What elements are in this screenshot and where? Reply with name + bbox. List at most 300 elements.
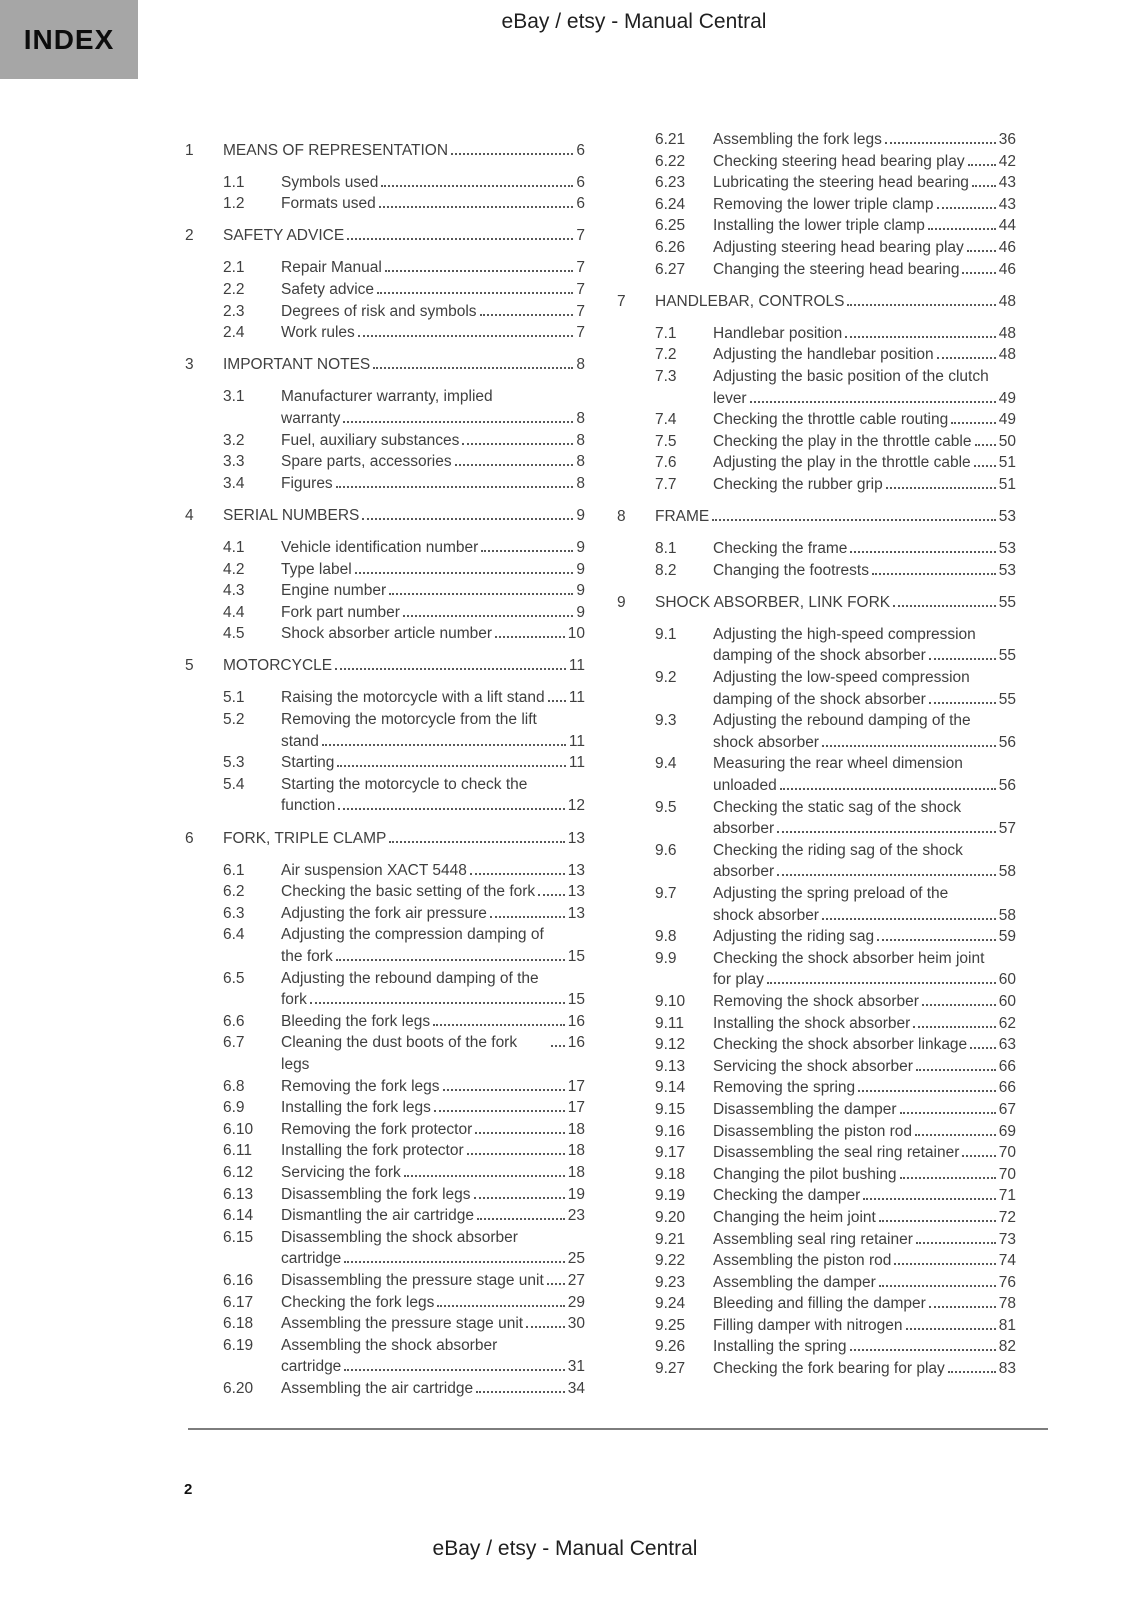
toc-entry-body (281, 1205, 585, 1227)
page-footer-title: eBay / etsy - Manual Central (432, 1537, 698, 1560)
toc-entry-page: 43 (998, 195, 1016, 213)
dot-leader (929, 658, 996, 660)
toc-entry-number: 2.3 (223, 302, 245, 320)
toc-entry-title: Disassembling the fork legs (281, 1185, 471, 1203)
toc-entry-number: 9.8 (655, 928, 677, 946)
toc-entry-body (281, 301, 585, 323)
toc-entry-body (713, 1142, 1016, 1164)
toc-entry-number: 6.15 (223, 1228, 254, 1246)
toc-entry-page: 31 (567, 1358, 585, 1376)
toc-entry-title: IMPORTANT NOTES (223, 356, 371, 374)
toc-entry-page: 53 (998, 540, 1016, 558)
toc-entry-number: 6.18 (223, 1315, 254, 1333)
toc-entry-page: 55 (998, 593, 1016, 611)
toc-entry-title: Assembling the damper (713, 1273, 876, 1291)
toc-entry-page: 72 (998, 1208, 1016, 1226)
toc-entry-number: 7.3 (655, 367, 677, 385)
toc-entry-page: 66 (998, 1079, 1016, 1097)
toc-sub-entry (185, 451, 585, 473)
toc-sub-entry (617, 991, 1016, 1013)
toc-entry-number: 9.14 (655, 1079, 686, 1097)
toc-entry-title: Adjusting the rebound damping of the (713, 712, 971, 730)
toc-entry-body (281, 1184, 585, 1206)
toc-entry-title: Removing the motorcycle from the lift (281, 711, 537, 729)
toc-sub-entry (185, 709, 585, 752)
dot-leader (343, 421, 573, 423)
toc-sub-entry (185, 1076, 585, 1098)
dot-leader (381, 185, 573, 187)
toc-sub-entry (185, 279, 585, 301)
toc-entry-title: Checking the fork legs (281, 1293, 435, 1311)
toc-entry-number: 9.4 (655, 755, 677, 773)
toc-entry-title: for play (713, 971, 764, 989)
toc-entry-body (713, 1336, 1016, 1358)
toc-entry-body (713, 991, 1016, 1013)
toc-entry-number: 7.6 (655, 454, 677, 472)
toc-sub-entry (185, 774, 585, 817)
toc-entry-page: 27 (567, 1271, 585, 1289)
dot-leader (336, 959, 565, 961)
toc-entry-body (281, 1378, 585, 1400)
toc-sub-entry (617, 1293, 1016, 1315)
toc-sub-entry (617, 1034, 1016, 1056)
toc-sub-entry (185, 537, 585, 559)
toc-entry-body (713, 129, 1016, 151)
toc-sub-entry (185, 430, 585, 452)
dot-leader (475, 1132, 564, 1134)
toc-entry-title: Removing the lower triple clamp (713, 195, 934, 213)
toc-entry-title: Adjusting the low-speed compression (713, 669, 970, 687)
toc-entry-body (281, 386, 585, 429)
toc-chapter-entry (185, 505, 585, 527)
toc-sub-entry (185, 1227, 585, 1270)
toc-sub-entry (617, 194, 1016, 216)
toc-entry-body (713, 344, 1016, 366)
toc-entry-body (223, 505, 585, 527)
toc-entry-page: 11 (568, 754, 585, 772)
dot-leader (389, 593, 573, 595)
dot-leader (477, 1218, 565, 1220)
toc-entry-title: Assembling the fork legs (713, 131, 882, 148)
toc-entry-page: 8 (576, 409, 585, 427)
toc-entry-title: Installing the spring (713, 1338, 847, 1356)
dot-leader (922, 1004, 996, 1006)
toc-entry-body (281, 1270, 585, 1292)
dot-leader (362, 518, 573, 520)
toc-entry-number: 4.4 (223, 603, 245, 621)
toc-chapter-entry (185, 354, 585, 376)
toc-sub-entry (185, 1032, 585, 1075)
toc-entry-body (713, 1272, 1016, 1294)
toc-sub-entry (617, 344, 1016, 366)
dot-leader (434, 1110, 565, 1112)
toc-entry-number: 7.1 (655, 324, 677, 342)
toc-entry-title: Measuring the rear wheel dimension (713, 755, 963, 773)
dot-leader (877, 939, 996, 941)
toc-sub-entry (185, 752, 585, 774)
toc-entry-body (655, 291, 1016, 313)
toc-sub-entry (617, 883, 1016, 926)
toc-sub-entry (185, 924, 585, 967)
toc-entry-title: Raising the motorcycle with a lift stand (281, 689, 545, 707)
toc-entry-title: Installing the fork protector (281, 1142, 464, 1160)
toc-entry-title: Safety advice (281, 280, 375, 298)
toc-entry-body (713, 366, 1016, 409)
toc-entry-title: Repair Manual (281, 259, 382, 277)
toc-sub-entry (617, 129, 1016, 151)
toc-entry-title: fork (281, 991, 307, 1009)
toc-entry-body (713, 409, 1016, 431)
toc-entry-title: Installing the shock absorber (713, 1014, 911, 1032)
toc-sub-entry (617, 1272, 1016, 1294)
toc-entry-page: 17 (567, 1077, 585, 1095)
toc-sub-entry (185, 559, 585, 581)
toc-entry-number: 9.5 (655, 798, 677, 816)
toc-sub-entry (185, 1119, 585, 1141)
toc-sub-entry (617, 753, 1016, 796)
toc-sub-entry (617, 215, 1016, 237)
toc-entry-title: cartridge (281, 1250, 342, 1268)
toc-entry-body (713, 1250, 1016, 1272)
toc-sub-entry (185, 860, 585, 882)
dot-leader (480, 314, 574, 316)
toc-entry-page: 7 (576, 227, 585, 245)
toc-entry-number: 6.19 (223, 1336, 254, 1354)
toc-entry-title: Degrees of risk and symbols (281, 302, 477, 320)
dot-leader (344, 1261, 564, 1263)
toc-entry-number: 6 (185, 829, 194, 847)
toc-entry-number: 7.7 (655, 475, 677, 493)
toc-entry-page: 48 (998, 346, 1016, 364)
toc-entry-number: 6.8 (223, 1077, 245, 1095)
toc-entry-number: 4.3 (223, 582, 245, 600)
toc-chapter-entry (185, 140, 585, 162)
toc-entry-number: 9.23 (655, 1273, 686, 1291)
toc-entry-title: lever (713, 389, 747, 407)
toc-entry-body (281, 602, 585, 624)
toc-sub-entry (617, 431, 1016, 453)
dot-leader (548, 700, 566, 702)
toc-entry-page: 18 (567, 1163, 585, 1181)
toc-sub-entry (185, 580, 585, 602)
toc-entry-page: 48 (998, 324, 1016, 342)
dot-leader (928, 228, 996, 230)
toc-sub-entry (185, 881, 585, 903)
toc-entry-body (713, 1099, 1016, 1121)
dot-leader (373, 367, 573, 369)
toc-entry-title: Spare parts, accessories (281, 453, 452, 471)
toc-entry-title: unloaded (713, 777, 777, 795)
toc-entry-title: Cleaning the dust boots of the fork legs (281, 1034, 518, 1073)
toc-entry-body (281, 1227, 585, 1270)
toc-sub-entry (617, 323, 1016, 345)
dot-leader (894, 1263, 995, 1265)
toc-entry-title: Checking the riding sag of the shock (713, 841, 963, 859)
toc-entry-title: absorber (713, 820, 775, 838)
toc-entry-title: Fork part number (281, 603, 400, 621)
toc-entry-page: 60 (998, 992, 1016, 1010)
toc-entry-page: 8 (576, 431, 585, 449)
toc-entry-page: 55 (998, 690, 1016, 708)
dot-leader (355, 572, 574, 574)
toc-entry-title: Checking steering head bearing play (713, 152, 965, 170)
dot-leader (780, 788, 996, 790)
dot-leader (886, 487, 996, 489)
toc-sub-entry (617, 172, 1016, 194)
toc-entry-number: 9.22 (655, 1252, 686, 1270)
toc-entry-page: 43 (998, 174, 1016, 192)
toc-chapter-entry (617, 291, 1016, 313)
toc-entry-page: 62 (998, 1014, 1016, 1032)
toc-entry-page: 9 (576, 603, 585, 621)
toc-sub-entry (185, 1292, 585, 1314)
toc-entry-body (713, 151, 1016, 173)
toc-entry-number: 5.2 (223, 711, 245, 729)
toc-entry-title: Checking the damper (713, 1187, 861, 1205)
toc-entry-body (713, 667, 1016, 710)
toc-entry-page: 67 (998, 1100, 1016, 1118)
toc-entry-title: damping of the shock absorber (713, 647, 926, 665)
dot-leader (437, 1305, 564, 1307)
toc-entry-number: 9.17 (655, 1144, 686, 1162)
dot-leader (347, 238, 573, 240)
dot-leader (915, 1134, 996, 1136)
toc-sub-entry (185, 257, 585, 279)
dot-leader (526, 1326, 565, 1328)
toc-entry-body (655, 592, 1016, 614)
toc-entry-title: Assembling the shock absorber (281, 1336, 498, 1354)
toc-entry-title: Symbols used (281, 173, 379, 191)
toc-sub-entry (185, 1313, 585, 1335)
toc-entry-number: 6.1 (223, 861, 245, 879)
toc-entry-number: 8.1 (655, 540, 677, 558)
toc-sub-entry (617, 1077, 1016, 1099)
toc-sub-entry (617, 1142, 1016, 1164)
page-header-title: eBay / etsy - Manual Central (501, 10, 767, 33)
toc-entry-title: absorber (713, 863, 775, 881)
toc-entry-body (281, 257, 585, 279)
toc-entry-page: 30 (567, 1315, 585, 1333)
toc-entry-number: 6.27 (655, 260, 686, 278)
toc-entry-number: 6.4 (223, 926, 245, 944)
toc-entry-number: 6.6 (223, 1012, 245, 1030)
toc-sub-entry (185, 1140, 585, 1162)
toc-entry-title: Adjusting the fork air pressure (281, 904, 487, 922)
toc-entry-number: 5 (185, 657, 194, 675)
toc-entry-number: 2.2 (223, 280, 245, 298)
toc-entry-body (281, 1335, 585, 1378)
toc-entry-body (281, 193, 585, 215)
toc-sub-entry (617, 409, 1016, 431)
toc-entry-number: 7 (617, 292, 626, 310)
dot-leader (404, 1175, 565, 1177)
toc-entry-number: 9.20 (655, 1208, 686, 1226)
toc-entry-number: 6.5 (223, 969, 245, 987)
toc-entry-title: MEANS OF REPRESENTATION (223, 141, 449, 159)
toc-entry-page: 66 (998, 1057, 1016, 1075)
dot-leader (470, 873, 565, 875)
toc-entry-page: 49 (998, 411, 1016, 429)
toc-entry-title: cartridge (281, 1358, 342, 1376)
toc-entry-number: 2.1 (223, 259, 245, 277)
toc-entry-title: Disassembling the seal ring retainer (713, 1144, 960, 1162)
toc-sub-entry (617, 1229, 1016, 1251)
toc-entry-number: 9.19 (655, 1187, 686, 1205)
toc-entry-title: Changing the pilot bushing (713, 1165, 897, 1183)
toc-entry-title: Checking the rubber grip (713, 475, 883, 493)
dot-leader (893, 605, 996, 607)
toc-entry-page: 46 (998, 260, 1016, 278)
toc-sub-entry (185, 1184, 585, 1206)
toc-entry-body (281, 1313, 585, 1335)
footer-page-number: 2 (184, 1481, 193, 1498)
toc-entry-page: 9 (576, 582, 585, 600)
toc-entry-body (223, 354, 585, 376)
toc-entry-number: 7.5 (655, 432, 677, 450)
dot-leader (850, 1349, 996, 1351)
toc-entry-page: 8 (576, 474, 585, 492)
toc-entry-body (281, 1032, 585, 1075)
toc-sub-entry (185, 473, 585, 495)
toc-entry-title: Removing the shock absorber (713, 992, 919, 1010)
toc-entry-title: Checking the basic setting of the fork (281, 883, 536, 901)
toc-entry-body (281, 172, 585, 194)
toc-entry-page: 13 (567, 904, 585, 922)
toc-entry-body (281, 860, 585, 882)
dot-leader (443, 1089, 565, 1091)
dot-leader (377, 292, 573, 294)
toc-entry-title: Checking the throttle cable routing (713, 411, 949, 429)
toc-entry-title: Changing the footrests (713, 561, 869, 579)
toc-entry-number: 3.3 (223, 453, 245, 471)
toc-entry-body (223, 140, 585, 162)
toc-entry-number: 1 (185, 141, 194, 159)
toc-entry-number: 6.23 (655, 174, 686, 192)
toc-entry-title: Disassembling the piston rod (713, 1122, 913, 1140)
toc-sub-entry (617, 948, 1016, 991)
toc-entry-title: MOTORCYCLE (223, 657, 333, 675)
toc-entry-title: Dismantling the air cartridge (281, 1207, 474, 1225)
toc-entry-body (281, 1140, 585, 1162)
toc-sub-entry (185, 623, 585, 645)
toc-entry-body (223, 828, 585, 850)
toc-entry-title: Adjusting the rebound damping of the (281, 969, 539, 987)
toc-entry-number: 6.2 (223, 883, 245, 901)
dot-leader (712, 519, 996, 521)
dot-leader (433, 1024, 565, 1026)
dot-leader (337, 765, 565, 767)
toc-sub-entry (185, 1011, 585, 1033)
dot-leader (455, 464, 574, 466)
toc-entry-body (713, 237, 1016, 259)
dot-leader (948, 1371, 996, 1373)
toc-entry-body (281, 451, 585, 473)
dot-leader (845, 336, 995, 338)
toc-entry-number: 6.12 (223, 1163, 254, 1181)
toc-sub-entry (185, 687, 585, 709)
toc-entry-body (713, 624, 1016, 667)
toc-entry-title: Checking the static sag of the shock (713, 798, 962, 816)
toc-entry-title: Checking the shock absorber linkage (713, 1036, 968, 1054)
toc-sub-entry (185, 193, 585, 215)
toc-entry-title: Adjusting the spring preload of the (713, 885, 949, 902)
dot-leader (474, 1197, 565, 1199)
toc-sub-entry (617, 1358, 1016, 1380)
toc-entry-page: 70 (998, 1165, 1016, 1183)
toc-entry-page: 6 (576, 141, 585, 159)
toc-entry-title: Assembling the air cartridge (281, 1379, 474, 1397)
toc-entry-page: 7 (576, 259, 585, 277)
toc-entry-page: 56 (998, 777, 1016, 795)
toc-entry-number: 6.14 (223, 1207, 254, 1225)
dot-leader (490, 916, 565, 918)
toc-entry-title: Disassembling the shock absorber (281, 1228, 518, 1246)
toc-entry-page: 69 (998, 1122, 1016, 1140)
dot-leader (777, 874, 996, 876)
toc-sub-entry (617, 1185, 1016, 1207)
toc-sub-entry (617, 1207, 1016, 1229)
dot-leader (858, 1090, 996, 1092)
dot-leader (822, 745, 996, 747)
toc-entry-page: 74 (998, 1252, 1016, 1270)
toc-entry-title: Servicing the fork (281, 1163, 401, 1181)
toc-entry-number: 2.4 (223, 324, 245, 342)
toc-entry-body (281, 473, 585, 495)
toc-entry-page: 13 (567, 861, 585, 879)
toc-entry-body (281, 709, 585, 752)
toc-entry-number: 7.2 (655, 346, 677, 364)
toc-entry-number: 3.1 (223, 388, 245, 406)
toc-entry-title: Disassembling the pressure stage unit (281, 1271, 544, 1289)
toc-sub-entry (185, 903, 585, 925)
toc-entry-body (713, 1315, 1016, 1337)
toc-entry-number: 9.15 (655, 1100, 686, 1118)
toc-entry-title: Fuel, auxiliary substances (281, 431, 460, 449)
toc-entry-number: 9.1 (655, 625, 677, 643)
toc-entry-body (281, 322, 585, 344)
toc-entry-number: 4.1 (223, 538, 245, 556)
dot-leader (962, 1155, 995, 1157)
toc-entry-title: Type label (281, 560, 352, 578)
toc-entry-body (713, 452, 1016, 474)
toc-entry-page: 34 (567, 1379, 585, 1397)
toc-entry-title: Starting the motorcycle to check the (281, 775, 528, 793)
toc-sub-entry (185, 1378, 585, 1400)
toc-entry-title: Filling damper with nitrogen (713, 1316, 903, 1334)
dot-leader (358, 335, 574, 337)
toc-chapter-entry (617, 592, 1016, 614)
toc-entry-page: 83 (998, 1360, 1016, 1378)
toc-entry-title: FORK, TRIPLE CLAMP (223, 829, 387, 847)
toc-entry-page: 49 (998, 389, 1016, 407)
toc-entry-title: function (281, 797, 336, 815)
toc-entry-page: 48 (998, 292, 1016, 310)
toc-entry-body (713, 1077, 1016, 1099)
toc-entry-title: Disassembling the damper (713, 1100, 897, 1118)
toc-chapter-entry (185, 655, 585, 677)
toc-entry-title: Installing the fork legs (281, 1099, 431, 1117)
toc-entry-number: 7.4 (655, 411, 677, 429)
toc-entry-number: 6.26 (655, 238, 686, 256)
toc-entry-number: 4.2 (223, 560, 245, 578)
dot-leader (322, 744, 566, 746)
toc-entry-page: 15 (567, 991, 585, 1009)
toc-entry-body (713, 1229, 1016, 1251)
dot-leader (906, 1328, 996, 1330)
toc-entry-body (713, 172, 1016, 194)
toc-sub-entry (617, 926, 1016, 948)
toc-sub-entry (185, 322, 585, 344)
